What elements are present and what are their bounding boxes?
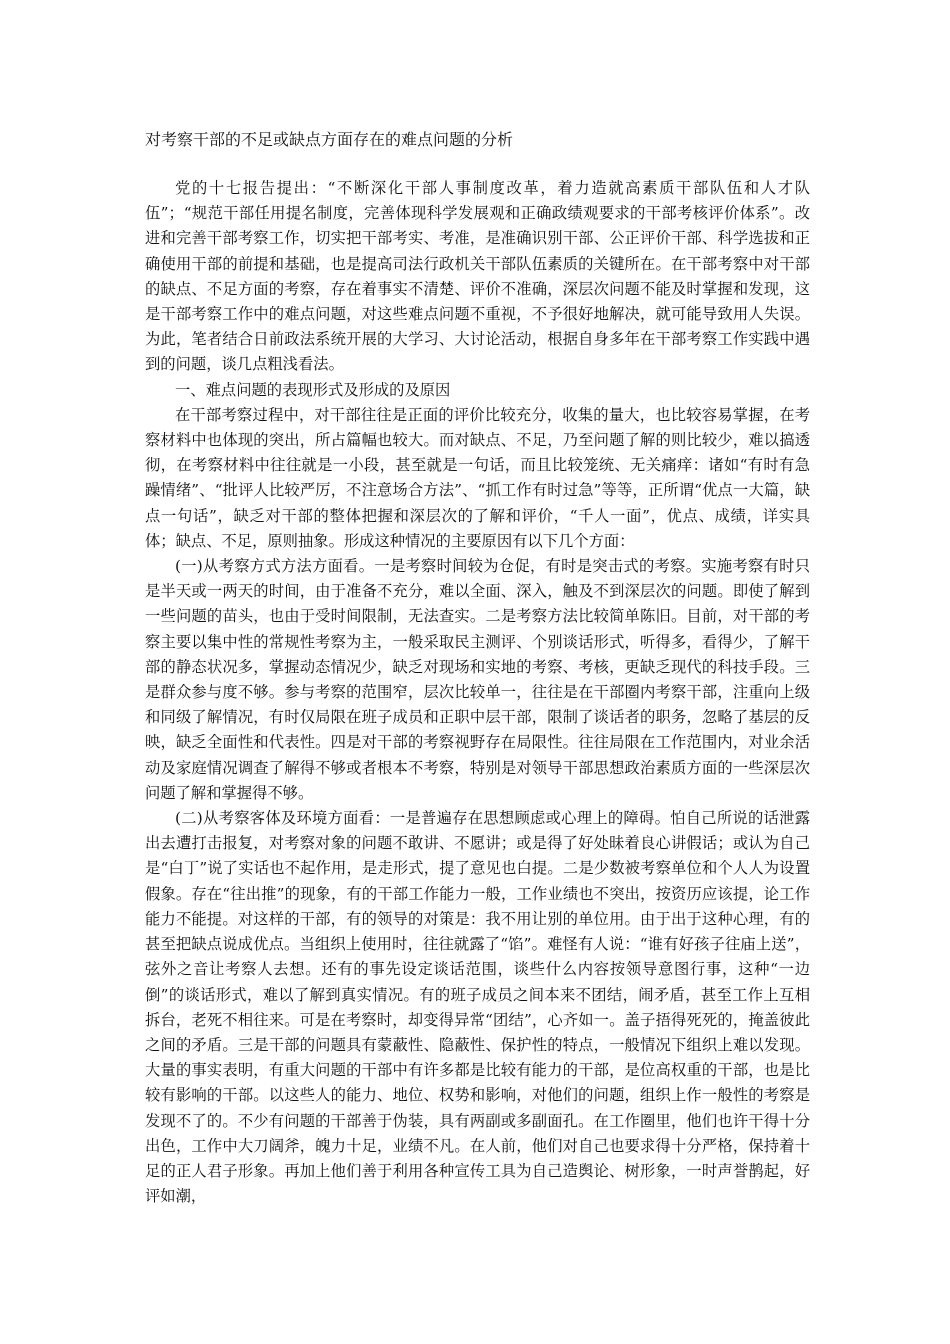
section-heading: 一、难点问题的表现形式及形成的及原因 xyxy=(175,380,451,399)
document-body xyxy=(145,176,810,1209)
document-title: 对考察干部的不足或缺点方面存在的难点问题的分析 xyxy=(145,130,514,149)
paragraph-method: (一)从考察方式方法方面看。一是考察时间较为仓促，有时是突击式的考察。实施考察有时只是半天或一两天的时间，由于准备不充分，难以全面、深入，触及不到深层次的问题。即使了解到一些问题的苗头，也由于受时间限制，无法查实。二是考察方法比较简单陈旧。目前，对干部的考察主要以集中性的常规性考察为主，一般采取民主测评、个别谈话形式，听得多，看得少，了解干部的静态状况多，掌握动态情况少，缺乏对现场和实地的考察、考核，更缺乏现代的科技手段。三是群众参与度不够。参与考察的范围窄，层次比较单一，往往是在干部圈内考察干部，注重向上级和同级了解情况，有时仅局限在班子成员和正职中层干部，限制了谈话者的职务，忽略了基层的反映，缺乏全面性和代表性。四是对干部的考察视野存在局限性。往往局限在工作范围内，对业余活动及家庭情况调查了解得不够或者根本不考察，特别是对领导干部思想政治素质方面的一些深层次问题了解和掌握得不够。 xyxy=(145,557,810,802)
paragraph-intro: 党的十七报告提出：“不断深化干部人事制度改革，着力造就高素质干部队伍和人才队伍”；“规范干部任用提名制度，完善体现科学发展观和正确政绩观要求的干部考核评价体系”。改进和完善干部考察工作，切实把干部考实、考准，是准确识别干部、公正评价干部、科学选拔和正确使用干部的前提和基础，也是提高司法行政机关干部队伍素质的关键所在。在干部考察中对干部的缺点、不足方面的考察，存在着事实不清楚、评价不准确，深层次问题不能及时掌握和发现，这是干部考察工作中的难点问题，对这些难点问题不重视，不予很好地解决，就可能导致用人失误。为此，笔者结合日前政法系统开展的大学习、大讨论活动，根据自身多年在干部考察工作实践中遇到的问题，谈几点粗浅看法。 xyxy=(145,179,810,374)
document-page xyxy=(145,0,810,1344)
paragraph-overview: 在干部考察过程中，对干部往往是正面的评价比较充分，收集的量大，也比较容易掌握，在考察材料中也体现的突出，所占篇幅也较大。而对缺点、不足，乃至问题了解的则比较少，难以搞透彻，在考察材料中往往就是一小段，甚至就是一句话，而且比较笼统、无关痛痒：诸如“有时有急躁情绪”、“批评人比较严厉，不注意场合方法”、“抓工作有时过急”等等，正所谓“优点一大篇，缺点一句话”，缺乏对干部的整体把握和深层次的了解和评价，“千人一面”，优点、成绩，详实具体；缺点、不足，原则抽象。形成这种情况的主要原因有以下几个方面： xyxy=(145,405,810,550)
paragraph-environment: (二)从考察客体及环境方面看：一是普遍存在思想顾虑或心理上的障碍。怕自己所说的话泄露出去遭打击报复，对考察对象的问题不敢讲、不愿讲；或是得了好处昧着良心讲假话；或认为自己是“白丁”说了实话也不起作用，是走形式，提了意见也白提。二是少数被考察单位和个人人为设置假象。存在“往出推”的现象，有的干部工作能力一般，工作业绩也不突出，按资历应该提，论工作能力不能提。对这样的干部，有的领导的对策是：我不用让别的单位用。由于出于这种心理，有的甚至把缺点说成优点。当组织上使用时，往往就露了“馅”。难怪有人说：“谁有好孩子往庙上送”，弦外之音让考察人去想。还有的事先设定谈话范围，谈些什么内容按领导意图行事，这种“一边倒”的谈话形式，难以了解到真实情况。有的班子成员之间本来不团结，闹矛盾，甚至工作上互相拆台，老死不相往来。可是在考察时，却变得异常“团结”，心齐如一。盖子捂得死死的，掩盖彼此之间的矛盾。三是干部的问题具有蒙蔽性、隐蔽性、保护性的特点，一般情况下组织上难以发现。大量的事实表明，有重大问题的干部中有许多都是比较有能力的干部，是位高权重的干部，也是比较有影响的干部。以这些人的能力、地位、权势和影响，对他们的问题，组织上作一般性的考察是发现不了的。不少有问题的干部善于伪装，具有两副或多副面孔。在工作圈里，他们也许干得十分出色，工作中大刀阔斧，魄力十足，业绩不凡。在人前，他们对自己也要求得十分严格，保持着十足的正人君子形象。再加上他们善于利用各种宣传工具为自己造舆论、树形象，一时声誉鹊起，好评如潮， xyxy=(145,809,810,1206)
